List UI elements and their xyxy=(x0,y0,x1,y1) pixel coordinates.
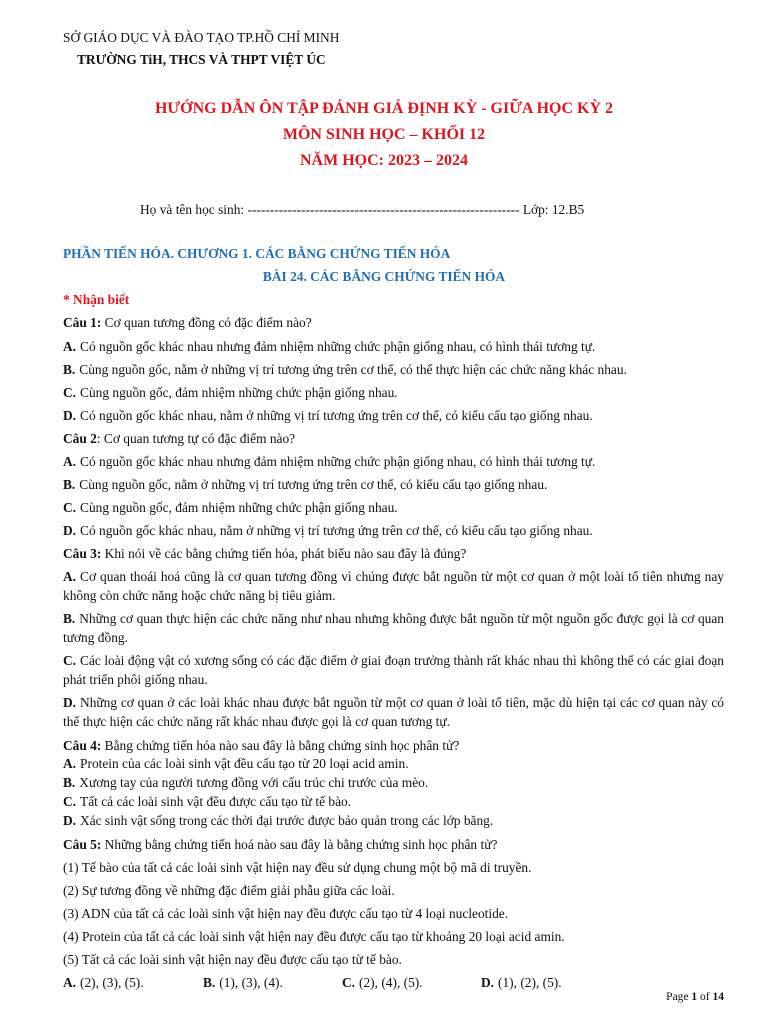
part-heading: PHẦN TIẾN HÓA. CHƯƠNG 1. CÁC BẰNG CHỨNG TIẾN HÓA xyxy=(63,246,451,261)
q5-option-a: A. (2), (3), (5). xyxy=(63,975,144,990)
q5-statement-5: (5) Tất cả các loài sinh vật hiện nay đều được cấu tạo từ tế bào. xyxy=(63,952,402,967)
q4-option-d: D. Xác sinh vật sống trong các thời đại trước được bảo quản trong các lớp băng. xyxy=(63,813,494,828)
q5-option-d: D. (1), (2), (5). xyxy=(481,975,562,990)
question-5: Câu 5: Những bằng chứng tiến hoá nào sau đây là bằng chứng sinh học phân tử? xyxy=(63,837,498,852)
school-header: TRƯỜNG TiH, THCS VÀ THPT VIỆT ÚC xyxy=(77,52,326,67)
question-1: Câu 1: Cơ quan tương đồng có đặc điểm nào? xyxy=(63,315,312,330)
question-3: Câu 3: Khi nói về các bằng chứng tiến hóa, phát biểu nào sau đây là đúng? xyxy=(63,546,467,561)
q5-option-b: B. (1), (3), (4). xyxy=(203,975,283,990)
lesson-heading: BÀI 24. CÁC BẰNG CHỨNG TIẾN HÓA xyxy=(262,269,506,284)
question-4: Câu 4: Bằng chứng tiến hóa nào sau đây là bằng chứng sinh học phân tử? xyxy=(63,738,460,753)
q1-option-b: B. Cùng nguồn gốc, nằm ở những vị trí tương ứng trên cơ thể, có thể thực hiện các chức năng khác nhau. xyxy=(63,362,627,377)
q5-statement-4: (4) Protein của tất cả các loài sinh vật hiện nay đều được cấu tạo từ khoảng 20 loại acid amin. xyxy=(63,929,565,944)
doc-title-line1: HƯỚNG DẪN ÔN TẬP ĐÁNH GIÁ ĐỊNH KỲ - GIỮA HỌC KỲ 2 xyxy=(154,100,614,117)
question-2: Câu 2: Cơ quan tương tự có đặc điểm nào? xyxy=(63,431,296,446)
q5-statement-1: (1) Tế bào của tất cả các loài sinh vật hiện nay đều sử dụng chung một bộ mã di truyền. xyxy=(63,860,532,875)
q2-option-b: B. Cùng nguồn gốc, nằm ở những vị trí tương ứng trên cơ thể, có kiểu cấu tạo giống nhau. xyxy=(63,477,548,492)
q4-option-b: B. Xương tay của người tương đồng với cấu trúc chi trước của mèo. xyxy=(63,775,429,790)
q3-option-c: C. Các loài động vật có xương sống có các đặc điểm ở giai đoạn trưởng thành rất khác nhau thì không thể có các giai đoạn phát triển phôi giống nhau. xyxy=(63,653,724,687)
q1-option-c: C. Cùng nguồn gốc, đảm nhiệm những chức phận giống nhau. xyxy=(63,385,398,400)
q4-option-a: A. Protein của các loài sinh vật đều cấu tạo từ 20 loại acid amin. xyxy=(63,756,409,771)
q1-option-a: A. Có nguồn gốc khác nhau nhưng đảm nhiệm những chức phận giống nhau, có hình thái tương tự. xyxy=(63,339,596,354)
department-header: SỞ GIÁO DỤC VÀ ĐÀO TẠO TP.HỒ CHÍ MINH xyxy=(63,30,340,45)
level-heading: * Nhận biết xyxy=(63,292,130,307)
q3-option-a: A. Cơ quan thoái hoá cũng là cơ quan tương đồng vì chúng được bắt nguồn từ một cơ quan ở một loài tổ tiên nhưng nay không còn chức năng hoặc chức năng bị tiêu giảm. xyxy=(63,569,724,603)
q3-option-b: B. Những cơ quan thực hiện các chức năng như nhau nhưng không được bắt nguồn từ một nguồn gốc được gọi là cơ quan tương đồng. xyxy=(63,611,724,645)
q3-option-d: D. Những cơ quan ở các loài khác nhau được bắt nguồn từ một cơ quan ở loài tổ tiên, mặc dù hiện tại các cơ quan này có thể thực hiện các chức năng rất khác nhau được gọi là cơ quan tương tự. xyxy=(63,695,724,729)
q2-option-c: C. Cùng nguồn gốc, đảm nhiệm những chức phận giống nhau. xyxy=(63,500,398,515)
q1-option-d: D. Có nguồn gốc khác nhau, nằm ở những vị trí tương ứng trên cơ thể, có kiểu cấu tạo giống nhau. xyxy=(63,408,593,423)
q5-statement-2: (2) Sự tương đồng về những đặc điểm giải phẫu giữa các loài. xyxy=(63,883,395,898)
q2-option-a: A. Có nguồn gốc khác nhau nhưng đảm nhiệm những chức phận giống nhau, có hình thái tương tự. xyxy=(63,454,596,469)
q5-option-c: C. (2), (4), (5). xyxy=(342,975,423,990)
q5-statement-3: (3) ADN của tất cả các loài sinh vật hiện nay đều được cấu tạo từ 4 loại nucleotide. xyxy=(63,906,509,921)
page-number: Page 1 of 14 xyxy=(666,991,724,1003)
q4-option-c: C. Tất cả các loài sinh vật đều được cấu tạo từ tế bào. xyxy=(63,794,352,809)
doc-title-line2: MÔN SINH HỌC – KHỐI 12 xyxy=(282,126,486,143)
q2-option-d: D. Có nguồn gốc khác nhau, nằm ở những vị trí tương ứng trên cơ thể, có kiểu cấu tạo giống nhau. xyxy=(63,523,593,538)
doc-title-line3: NĂM HỌC: 2023 – 2024 xyxy=(300,152,468,169)
student-info-line: Họ và tên học sinh: ------------------------------------------------------------- Lớp: 12.B5 xyxy=(140,202,585,217)
